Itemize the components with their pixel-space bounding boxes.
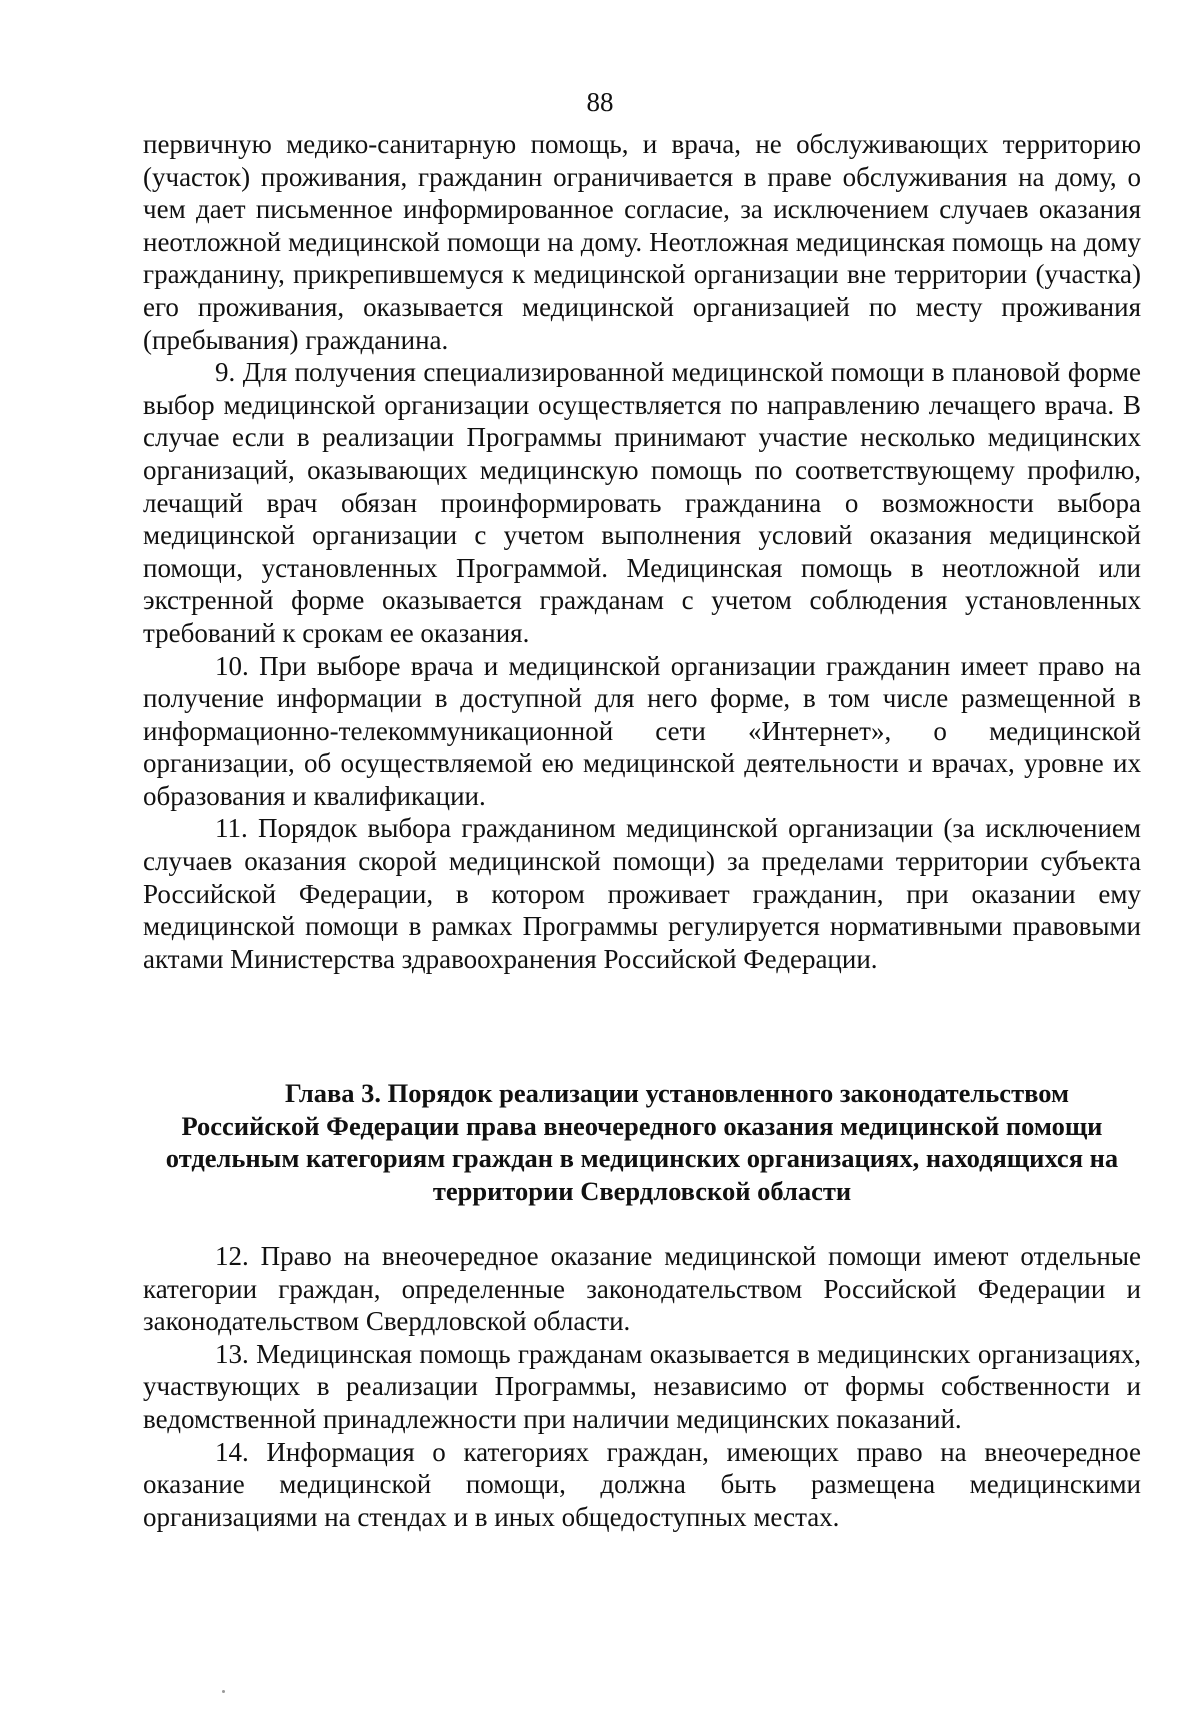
paragraph-11: 11. Порядок выбора гражданином медицинской организации (за исключением случаев оказания скорой медицинской помощи) за пределами территории субъекта Российской Федерации, в котором проживает гражданин, при оказании ему медицинской помощи в рамках Программы регулируется нормативными правовыми актами Министерства здравоохранения Российской Федерации. bbox=[143, 813, 1141, 974]
paragraph-12: 12. Право на внеочередное оказание медицинской помощи имеют отдельные категории граждан, определенные законодательством Российской Федерации и законодательством Свердловской области. bbox=[143, 1241, 1141, 1337]
paragraph-continuation: первичную медико-санитарную помощь, и врача, не обслуживающих территорию (участок) проживания, гражданин ограничивается в праве обслуживания на дому, о чем дает письменное информированное согласие, за исключением случаев оказания неотложной медицинской помощи на дому. Неотложная медицинская помощь на дому гражданину, прикрепившемуся к медицинской организации вне территории (участка) его проживания, оказывается медицинской организацией по месту проживания (пребывания) гражданина. bbox=[143, 129, 1141, 355]
chapter-heading-rest: Российской Федерации права внеочередного оказания медицинской помощи отдельным категориям граждан в медицинских организациях, находящихся на территории Свердловской области bbox=[165, 1110, 1119, 1206]
paragraph-9: 9. Для получения специализированной медицинской помощи в плановой форме выбор медицинской организации осуществляется по направлению лечащего врача. В случае если в реализации Программы принимают участие несколько медицинских организаций, оказывающих медицинскую помощь по соответствующему профилю, лечащий врач обязан проинформировать гражданина о возможности выбора медицинской организации с учетом выполнения условий оказания медицинской помощи, установленных Программой. Медицинская помощь в неотложной или экстренной форме оказывается гражданам с учетом соблюдения установленных требований к срокам ее оказания. bbox=[143, 357, 1141, 648]
paragraph-14: 14. Информация о категориях граждан, имеющих право на внеочередное оказание медицинской помощи, должна быть размещена медицинскими организациями на стендах и в иных общедоступных местах. bbox=[143, 1436, 1141, 1532]
paragraph-10: 10. При выборе врача и медицинской организации гражданин имеет право на получение информации в доступной для него форме, в том числе размещенной в информационно-телекоммуникационной сети «Интернет», о медицинской организации, об осуществляемой ею медицинской деятельности и врачах, уровне их образования и квалификации. bbox=[143, 650, 1141, 811]
chapter-heading bbox=[143, 1077, 1141, 1207]
chapter-heading-line1: Глава 3. Порядок реализации установленного законодательством bbox=[284, 1078, 1070, 1108]
paragraph-13: 13. Медицинская помощь гражданам оказывается в медицинских организациях, участвующих в реализации Программы, независимо от формы собственности и ведомственной принадлежности при наличии медицинских показаний. bbox=[143, 1338, 1141, 1434]
scan-speck bbox=[222, 1690, 225, 1693]
body-text-bottom bbox=[143, 1240, 1141, 1533]
body-text-top bbox=[143, 128, 1141, 975]
page-number: 88 bbox=[586, 87, 614, 117]
